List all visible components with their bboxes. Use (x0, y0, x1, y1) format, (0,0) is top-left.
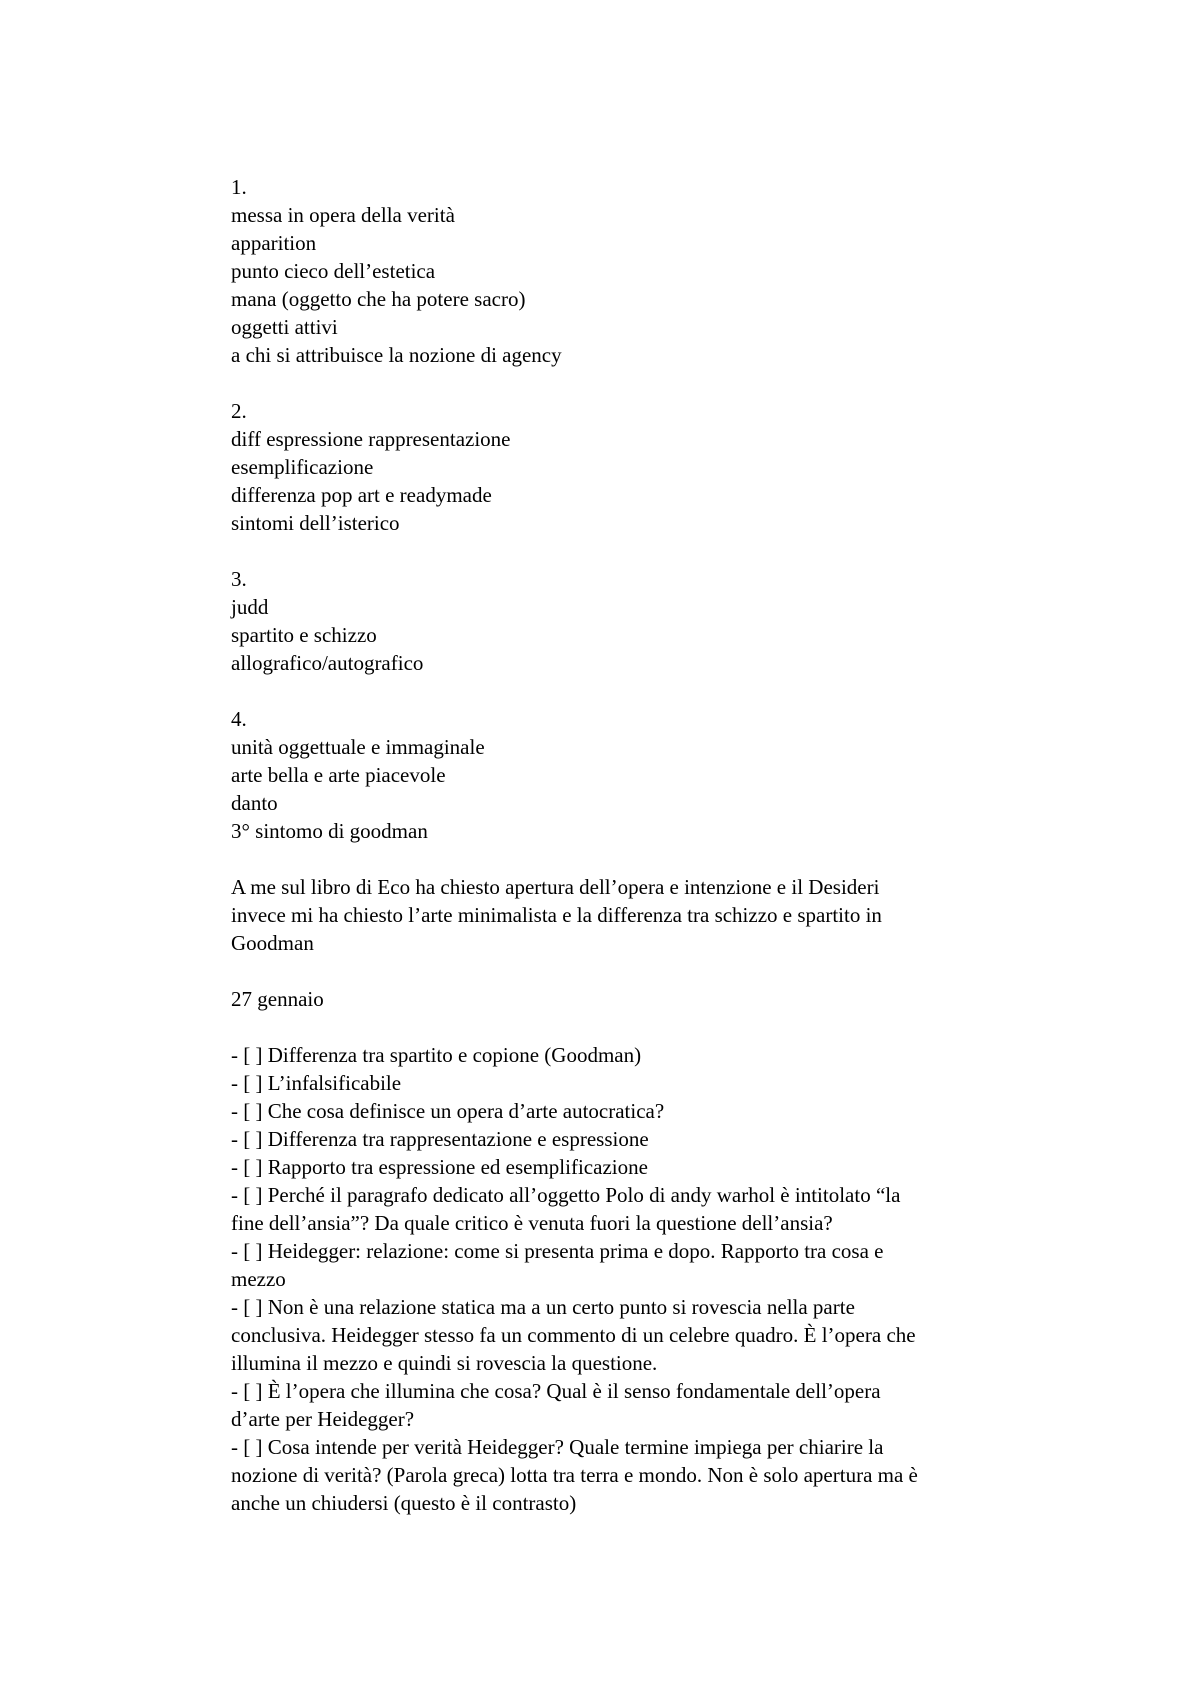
paragraph-line: invece mi ha chiesto l’arte minimalista e la differenza tra schizzo e spartito in (231, 903, 882, 927)
list-item: arte bella e arte piacevole (231, 763, 446, 787)
checklist (231, 1041, 1061, 1517)
checklist-line: mezzo (231, 1267, 286, 1291)
note-paragraph (231, 873, 1061, 957)
blank-line (231, 957, 1061, 985)
list-item: danto (231, 791, 278, 815)
list-item: 3° sintomo di goodman (231, 819, 428, 843)
list-item: esemplificazione (231, 455, 374, 479)
list-item: oggetti attivi (231, 315, 338, 339)
checklist-line: - [ ] Che cosa definisce un opera d’arte autocratica? (231, 1099, 665, 1123)
section-4 (231, 705, 1061, 845)
list-item: punto cieco dell’estetica (231, 259, 436, 283)
checklist-line: anche un chiudersi (questo è il contrasto) (231, 1491, 577, 1515)
list-item: differenza pop art e readymade (231, 483, 492, 507)
date-heading: 27 gennaio (231, 987, 324, 1011)
list-item: messa in opera della verità (231, 203, 455, 227)
blank-line (231, 1013, 1061, 1041)
document-body (231, 173, 1061, 1517)
checklist-line: - [ ] Non è una relazione statica ma a un certo punto si rovescia nella parte (231, 1295, 855, 1319)
checklist-line: - [ ] Differenza tra spartito e copione (Goodman) (231, 1043, 642, 1067)
checklist-line: - [ ] Heidegger: relazione: come si presenta prima e dopo. Rapporto tra cosa e (231, 1239, 884, 1263)
checklist-line: - [ ] Cosa intende per verità Heidegger? Quale termine impiega per chiarire la (231, 1435, 884, 1459)
blank-line (231, 677, 1061, 705)
checklist-line: - [ ] È l’opera che illumina che cosa? Qual è il senso fondamentale dell’opera (231, 1379, 881, 1403)
list-item: sintomi dell’isterico (231, 511, 400, 535)
list-item: apparition (231, 231, 317, 255)
list-item: judd (231, 595, 269, 619)
checklist-line: conclusiva. Heidegger stesso fa un commento di un celebre quadro. È l’opera che (231, 1323, 916, 1347)
checklist-line: - [ ] Rapporto tra espressione ed esemplificazione (231, 1155, 648, 1179)
section-1 (231, 173, 1061, 369)
checklist-line: - [ ] L’infalsificabile (231, 1071, 402, 1095)
section-number: 1. (231, 175, 247, 199)
list-item: unità oggettuale e immaginale (231, 735, 485, 759)
paragraph-line: A me sul libro di Eco ha chiesto apertura dell’opera e intenzione e il Desideri (231, 875, 880, 899)
paragraph-line: Goodman (231, 931, 314, 955)
section-number: 4. (231, 707, 247, 731)
section-number: 2. (231, 399, 247, 423)
blank-line (231, 369, 1061, 397)
list-item: allografico/autografico (231, 651, 424, 675)
blank-line (231, 845, 1061, 873)
section-2 (231, 397, 1061, 537)
list-item: a chi si attribuisce la nozione di agency (231, 343, 562, 367)
checklist-line: d’arte per Heidegger? (231, 1407, 415, 1431)
checklist-line: nozione di verità? (Parola greca) lotta tra terra e mondo. Non è solo apertura ma è (231, 1463, 918, 1487)
blank-line (231, 537, 1061, 565)
checklist-line: fine dell’ansia”? Da quale critico è venuta fuori la questione dell’ansia? (231, 1211, 833, 1235)
section-number: 3. (231, 567, 247, 591)
list-item: mana (oggetto che ha potere sacro) (231, 287, 526, 311)
checklist-line: - [ ] Perché il paragrafo dedicato all’oggetto Polo di andy warhol è intitolato “la (231, 1183, 901, 1207)
checklist-line: - [ ] Differenza tra rappresentazione e espressione (231, 1127, 649, 1151)
checklist-line: illumina il mezzo e quindi si rovescia la questione. (231, 1351, 658, 1375)
list-item: diff espressione rappresentazione (231, 427, 511, 451)
section-3 (231, 565, 1061, 677)
list-item: spartito e schizzo (231, 623, 377, 647)
